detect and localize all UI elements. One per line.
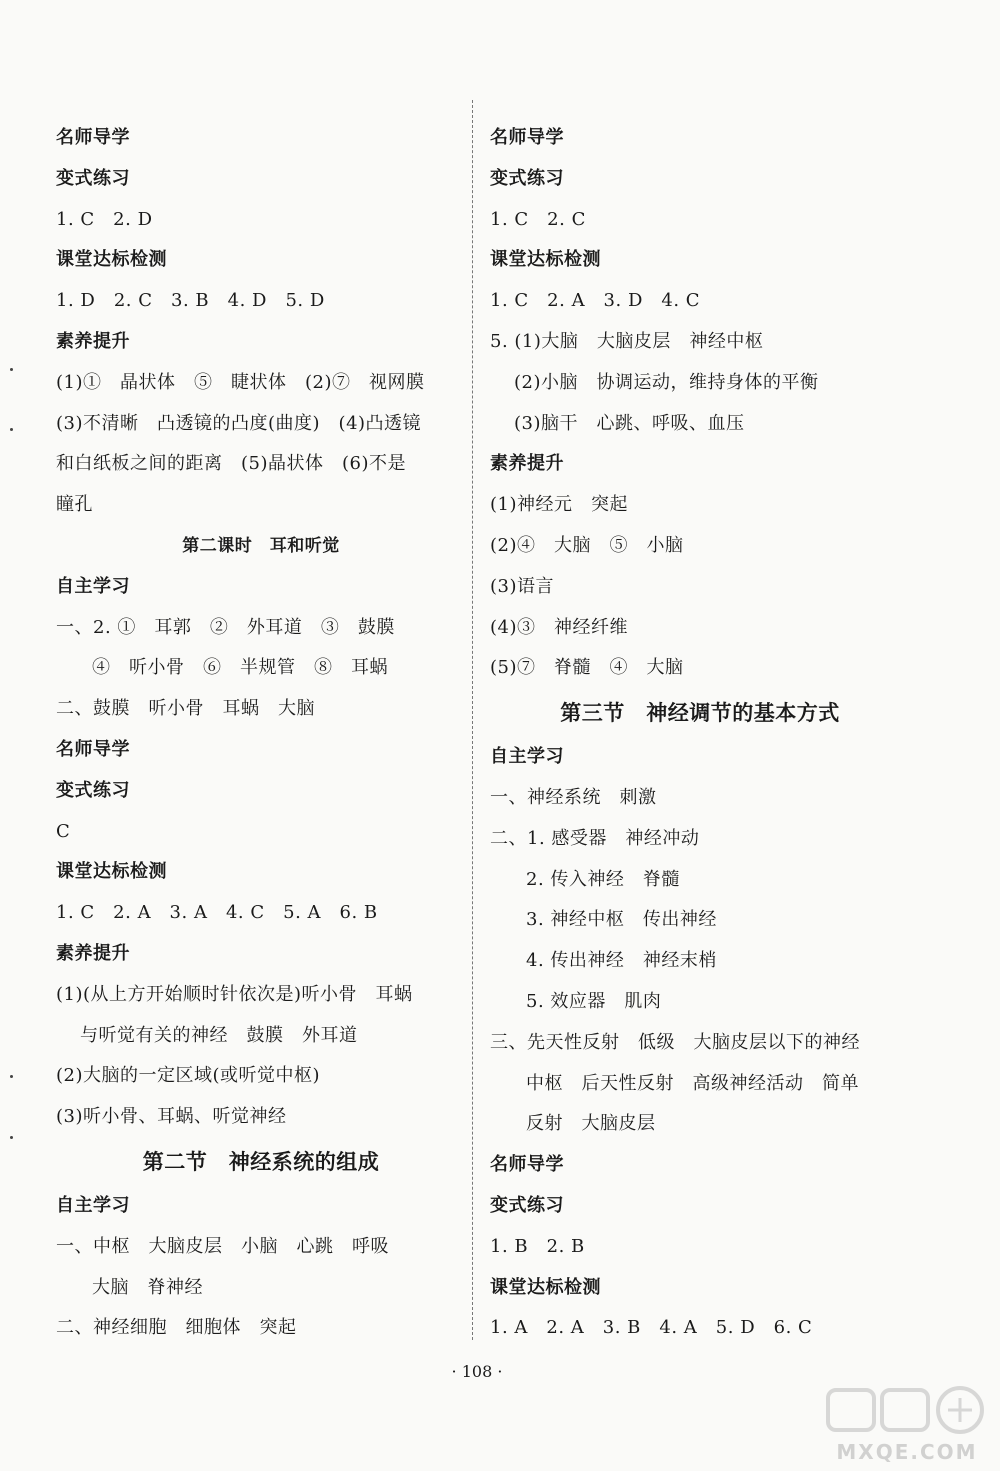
section-heading: 名师导学 xyxy=(490,1154,564,1176)
answer-line: 1. C 2. A 3. A 4. C 5. A 6. B xyxy=(56,902,378,924)
answer-line: (2)小脑 协调运动，维持身体的平衡 xyxy=(514,371,819,393)
answer-line: (1)(从上方开始顺时针依次是)听小骨 耳蜗 xyxy=(56,983,413,1005)
answer-line: (4)③ 神经纤维 xyxy=(490,616,628,638)
section-heading: 自主学习 xyxy=(56,1194,130,1216)
scan-speck xyxy=(10,1136,13,1139)
chapter-title: 第二节 神经系统的组成 xyxy=(142,1149,380,1174)
answer-line: 三、先天性反射 低级 大脑皮层以下的神经 xyxy=(490,1031,860,1053)
left-column xyxy=(56,118,466,1349)
answer-line: (3)脑干 心跳、呼吸、血压 xyxy=(514,412,745,434)
section-heading: 名师导学 xyxy=(56,127,130,148)
section-heading: 变式练习 xyxy=(490,167,564,189)
answer-line: 一、神经系统 刺激 xyxy=(490,786,657,808)
answer-line: 1. C 2. D xyxy=(56,208,153,230)
column-divider xyxy=(472,100,473,1340)
answer-line: 二、鼓膜 听小骨 耳蜗 大脑 xyxy=(56,698,315,720)
section-heading: 课堂达标检测 xyxy=(490,249,601,271)
answer-line: 5. (1)大脑 大脑皮层 神经中枢 xyxy=(490,330,764,352)
answer-line: 1. D 2. C 3. B 4. D 5. D xyxy=(56,290,325,312)
answer-line: 大脑 脊神经 xyxy=(92,1276,203,1298)
answer-line: ④ 听小骨 ⑥ 半规管 ⑧ 耳蜗 xyxy=(92,657,388,679)
answer-line: 5. 效应器 肌肉 xyxy=(526,990,662,1012)
section-heading: 课堂达标检测 xyxy=(56,249,167,271)
answer-line: (1)神经元 突起 xyxy=(490,494,628,516)
section-heading: 自主学习 xyxy=(490,746,564,768)
page-number: · 108 · xyxy=(451,1362,503,1381)
answer-line: (2)大脑的一定区域(或听觉中枢) xyxy=(56,1065,321,1087)
answer-line: 2. 传入神经 脊髓 xyxy=(526,868,680,890)
answer-line: 反射 大脑皮层 xyxy=(526,1113,656,1135)
scan-speck xyxy=(10,428,13,431)
section-heading: 名师导学 xyxy=(490,127,564,148)
section-heading: 素养提升 xyxy=(56,330,130,352)
scan-speck xyxy=(10,1075,13,1078)
chapter-title: 第三节 神经调节的基本方式 xyxy=(560,701,840,726)
section-heading: 变式练习 xyxy=(56,167,130,189)
section-heading: 课堂达标检测 xyxy=(490,1276,601,1298)
answer-line: 1. C 2. C xyxy=(490,208,586,230)
answer-line: 一、中枢 大脑皮层 小脑 心跳 呼吸 xyxy=(56,1235,389,1257)
watermark-logo xyxy=(822,1382,992,1466)
section-heading: 素养提升 xyxy=(490,453,564,475)
answer-line: (3)听小骨、耳蜗、听觉神经 xyxy=(56,1106,287,1128)
section-heading: 自主学习 xyxy=(56,575,130,597)
watermark-emblem-icon xyxy=(822,1382,992,1442)
answer-line: 与听觉有关的神经 鼓膜 外耳道 xyxy=(80,1024,358,1046)
section-heading: 课堂达标检测 xyxy=(56,861,167,883)
answer-line: 一、2. ① 耳郭 ② 外耳道 ③ 鼓膜 xyxy=(56,616,395,638)
answer-line: (1)① 晶状体 ⑤ 睫状体 (2)⑦ 视网膜 xyxy=(56,371,425,393)
answer-line: 1. B 2. B xyxy=(490,1235,585,1257)
answer-line: 和白纸板之间的距离 (5)晶状体 (6)不是 xyxy=(56,453,406,475)
answer-line: 3. 神经中枢 传出神经 xyxy=(526,909,717,931)
answer-line: 1. A 2. A 3. B 4. A 5. D 6. C xyxy=(490,1317,813,1339)
answer-line: (5)⑦ 脊髓 ④ 大脑 xyxy=(490,657,684,679)
section-heading: 变式练习 xyxy=(490,1194,564,1216)
answer-line: (2)④ 大脑 ⑤ 小脑 xyxy=(490,534,684,556)
scan-speck xyxy=(10,368,13,371)
answer-line: 4. 传出神经 神经末梢 xyxy=(526,950,717,972)
answer-line: (3)不清晰 凸透镜的凸度(曲度) (4)凸透镜 xyxy=(56,412,422,434)
watermark-text: MXQE.COM xyxy=(836,1440,978,1464)
section-heading: 素养提升 xyxy=(56,942,130,964)
answer-line: 中枢 后天性反射 高级神经活动 简单 xyxy=(526,1072,859,1094)
answer-line: C xyxy=(56,820,71,842)
answer-line: 二、1. 感受器 神经冲动 xyxy=(490,827,700,849)
section-heading: 变式练习 xyxy=(56,779,130,801)
answer-line: (3)语言 xyxy=(490,575,554,597)
answer-line: 1. C 2. A 3. D 4. C xyxy=(490,290,701,312)
section-heading: 名师导学 xyxy=(56,738,130,760)
answer-line: 瞳孔 xyxy=(56,494,93,516)
answer-line: 二、神经细胞 细胞体 突起 xyxy=(56,1317,297,1339)
right-column xyxy=(490,118,910,1349)
lesson-title: 第二课时 耳和听觉 xyxy=(182,535,340,556)
